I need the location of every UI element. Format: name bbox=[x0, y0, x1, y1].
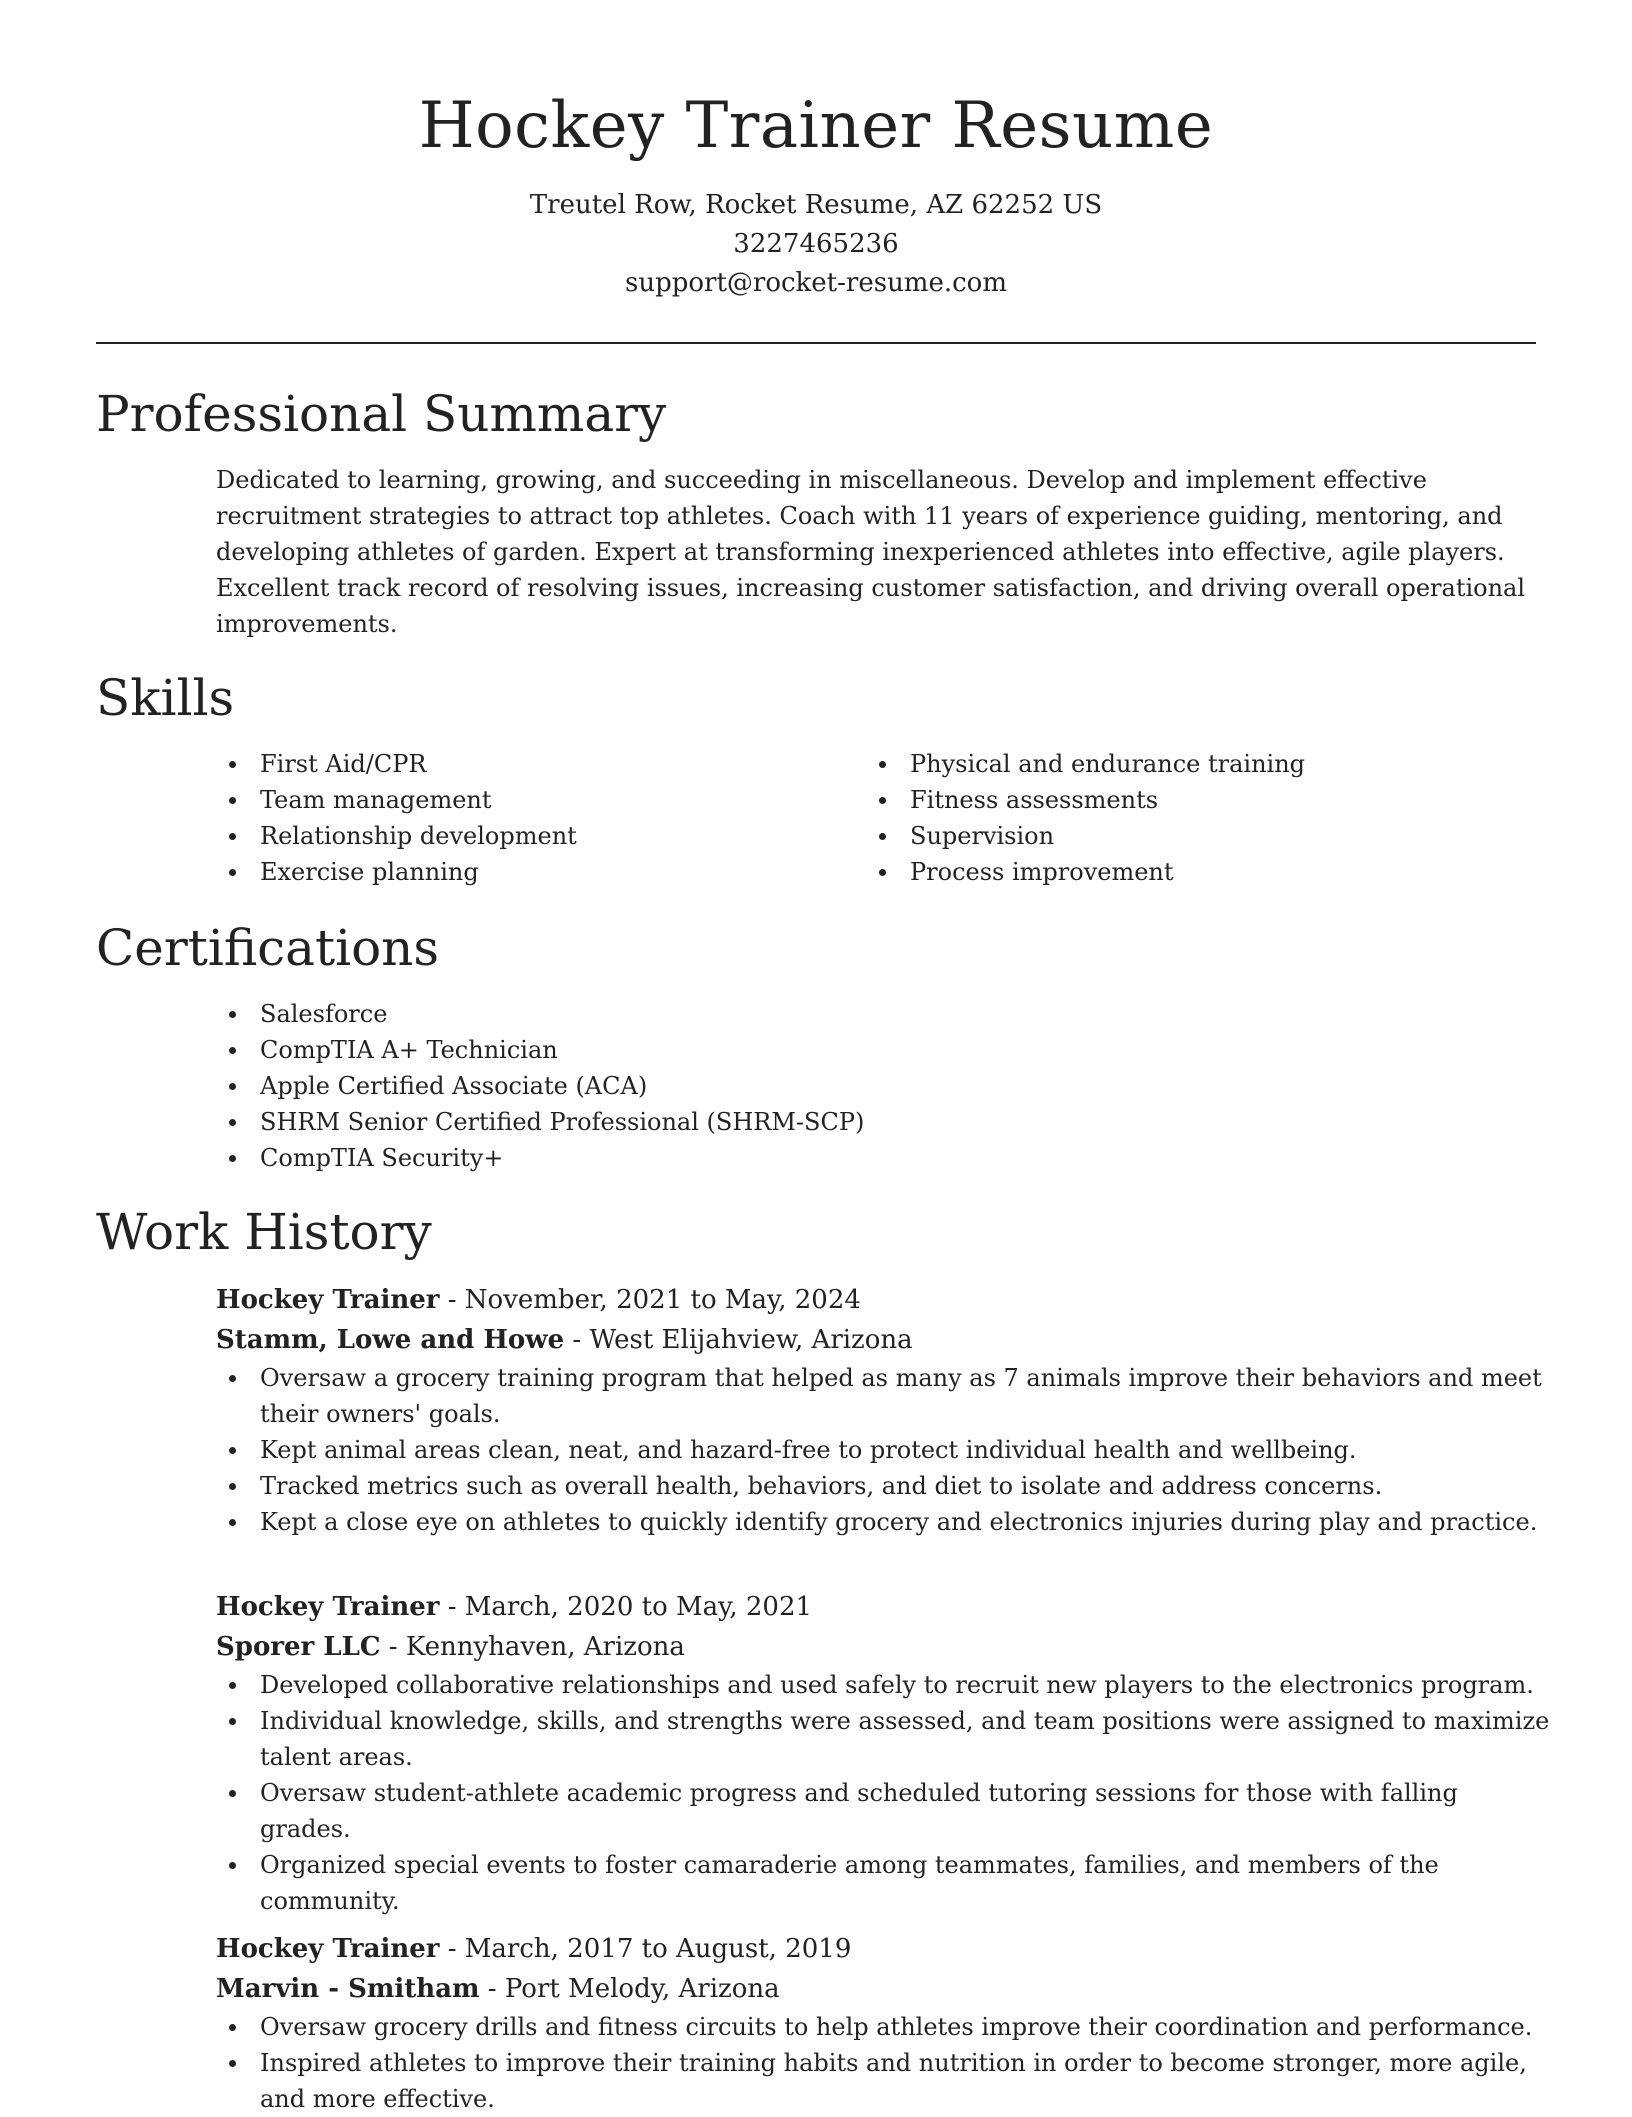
job-duties bbox=[216, 1360, 1556, 1540]
certifications-list bbox=[216, 996, 1416, 1176]
job-duty: Oversaw student-athlete academic progress and scheduled tutoring sessions for those with falling grades. bbox=[216, 1775, 1556, 1847]
job-company-line bbox=[216, 1627, 1556, 1667]
job-entry bbox=[216, 1929, 1556, 2117]
contact-phone: 3227465236 bbox=[733, 229, 899, 259]
job-company: Sporer LLC bbox=[216, 1632, 381, 1662]
header-divider bbox=[96, 342, 1536, 344]
job-duty: Tracked metrics such as overall health, behaviors, and diet to isolate and address concerns. bbox=[216, 1468, 1556, 1504]
job-dates: - November, 2021 to May, 2024 bbox=[439, 1285, 861, 1315]
contact-info bbox=[0, 186, 1632, 303]
skills-list-right bbox=[866, 746, 1466, 890]
skill-item: First Aid/CPR bbox=[216, 746, 816, 782]
work-history-heading: Work History bbox=[96, 1203, 432, 1261]
job-duty: Oversaw a grocery training program that helped as many as 7 animals improve their behaviors and meet their owners' goals. bbox=[216, 1360, 1556, 1432]
job-duty: Organized special events to foster camaraderie among teammates, families, and members of the community. bbox=[216, 1847, 1556, 1919]
job-title-line bbox=[216, 1280, 1556, 1320]
job-dates: - March, 2017 to August, 2019 bbox=[439, 1934, 852, 1964]
skill-item: Exercise planning bbox=[216, 854, 816, 890]
job-company: Marvin - Smitham bbox=[216, 1974, 480, 2004]
job-company-line bbox=[216, 1969, 1556, 2009]
job-duty: Kept animal areas clean, neat, and hazard-free to protect individual health and wellbeing. bbox=[216, 1432, 1556, 1468]
skill-item: Process improvement bbox=[866, 854, 1466, 890]
job-duty: Kept a close eye on athletes to quickly identify grocery and electronics injuries during play and practice. bbox=[216, 1504, 1556, 1540]
job-company-line bbox=[216, 1320, 1556, 1360]
job-duty: Developed collaborative relationships and used safely to recruit new players to the electronics program. bbox=[216, 1667, 1556, 1703]
certification-item: Salesforce bbox=[216, 996, 1416, 1032]
resume-header bbox=[0, 0, 1632, 303]
job-entry bbox=[216, 1587, 1556, 1919]
job-dates: - March, 2020 to May, 2021 bbox=[439, 1592, 813, 1622]
job-title: Hockey Trainer bbox=[216, 1285, 440, 1315]
certification-item: CompTIA A+ Technician bbox=[216, 1032, 1416, 1068]
job-entry bbox=[216, 1280, 1556, 1540]
job-title: Hockey Trainer bbox=[216, 1592, 440, 1622]
job-duty: Oversaw grocery drills and fitness circuits to help athletes improve their coordination and performance. bbox=[216, 2009, 1556, 2045]
skill-item: Fitness assessments bbox=[866, 782, 1466, 818]
job-duties bbox=[216, 1667, 1556, 1919]
summary-text: Dedicated to learning, growing, and succeeding in miscellaneous. Develop and implement effective recruitment strategies to attract top athletes. Coach with 11 years of experience guiding, mentoring, and developing athletes of garden. Expert at transforming inexperienced athletes into effective, agile players. Excellent track record of resolving issues, increasing customer satisfaction, and driving overall operational improvements. bbox=[216, 466, 1526, 638]
certification-item: CompTIA Security+ bbox=[216, 1140, 1416, 1176]
job-company: Stamm, Lowe and Howe bbox=[216, 1325, 565, 1355]
skill-item: Team management bbox=[216, 782, 816, 818]
certifications-heading: Certifications bbox=[96, 919, 440, 977]
certification-item: Apple Certified Associate (ACA) bbox=[216, 1068, 1416, 1104]
skill-item: Supervision bbox=[866, 818, 1466, 854]
job-location: - Port Melody, Arizona bbox=[479, 1974, 780, 2004]
skill-item: Physical and endurance training bbox=[866, 746, 1466, 782]
job-title-line bbox=[216, 1587, 1556, 1627]
job-duty: Individual knowledge, skills, and strengths were assessed, and team positions were assigned to maximize talent areas. bbox=[216, 1703, 1556, 1775]
summary-heading: Professional Summary bbox=[96, 385, 667, 443]
job-duties bbox=[216, 2009, 1556, 2117]
skills-list-left bbox=[216, 746, 816, 890]
page-title: Hockey Trainer Resume bbox=[418, 89, 1214, 163]
contact-email: support@rocket-resume.com bbox=[624, 268, 1007, 298]
skills-heading: Skills bbox=[96, 669, 235, 727]
contact-address: Treutel Row, Rocket Resume, AZ 62252 US bbox=[529, 190, 1103, 220]
job-title: Hockey Trainer bbox=[216, 1934, 440, 1964]
skill-item: Relationship development bbox=[216, 818, 816, 854]
job-location: - West Elijahview, Arizona bbox=[564, 1325, 913, 1355]
job-duty: Inspired athletes to improve their training habits and nutrition in order to become stronger, more agile, and more effective. bbox=[216, 2045, 1556, 2117]
job-location: - Kennyhaven, Arizona bbox=[380, 1632, 685, 1662]
certification-item: SHRM Senior Certified Professional (SHRM-SCP) bbox=[216, 1104, 1416, 1140]
job-title-line bbox=[216, 1929, 1556, 1969]
